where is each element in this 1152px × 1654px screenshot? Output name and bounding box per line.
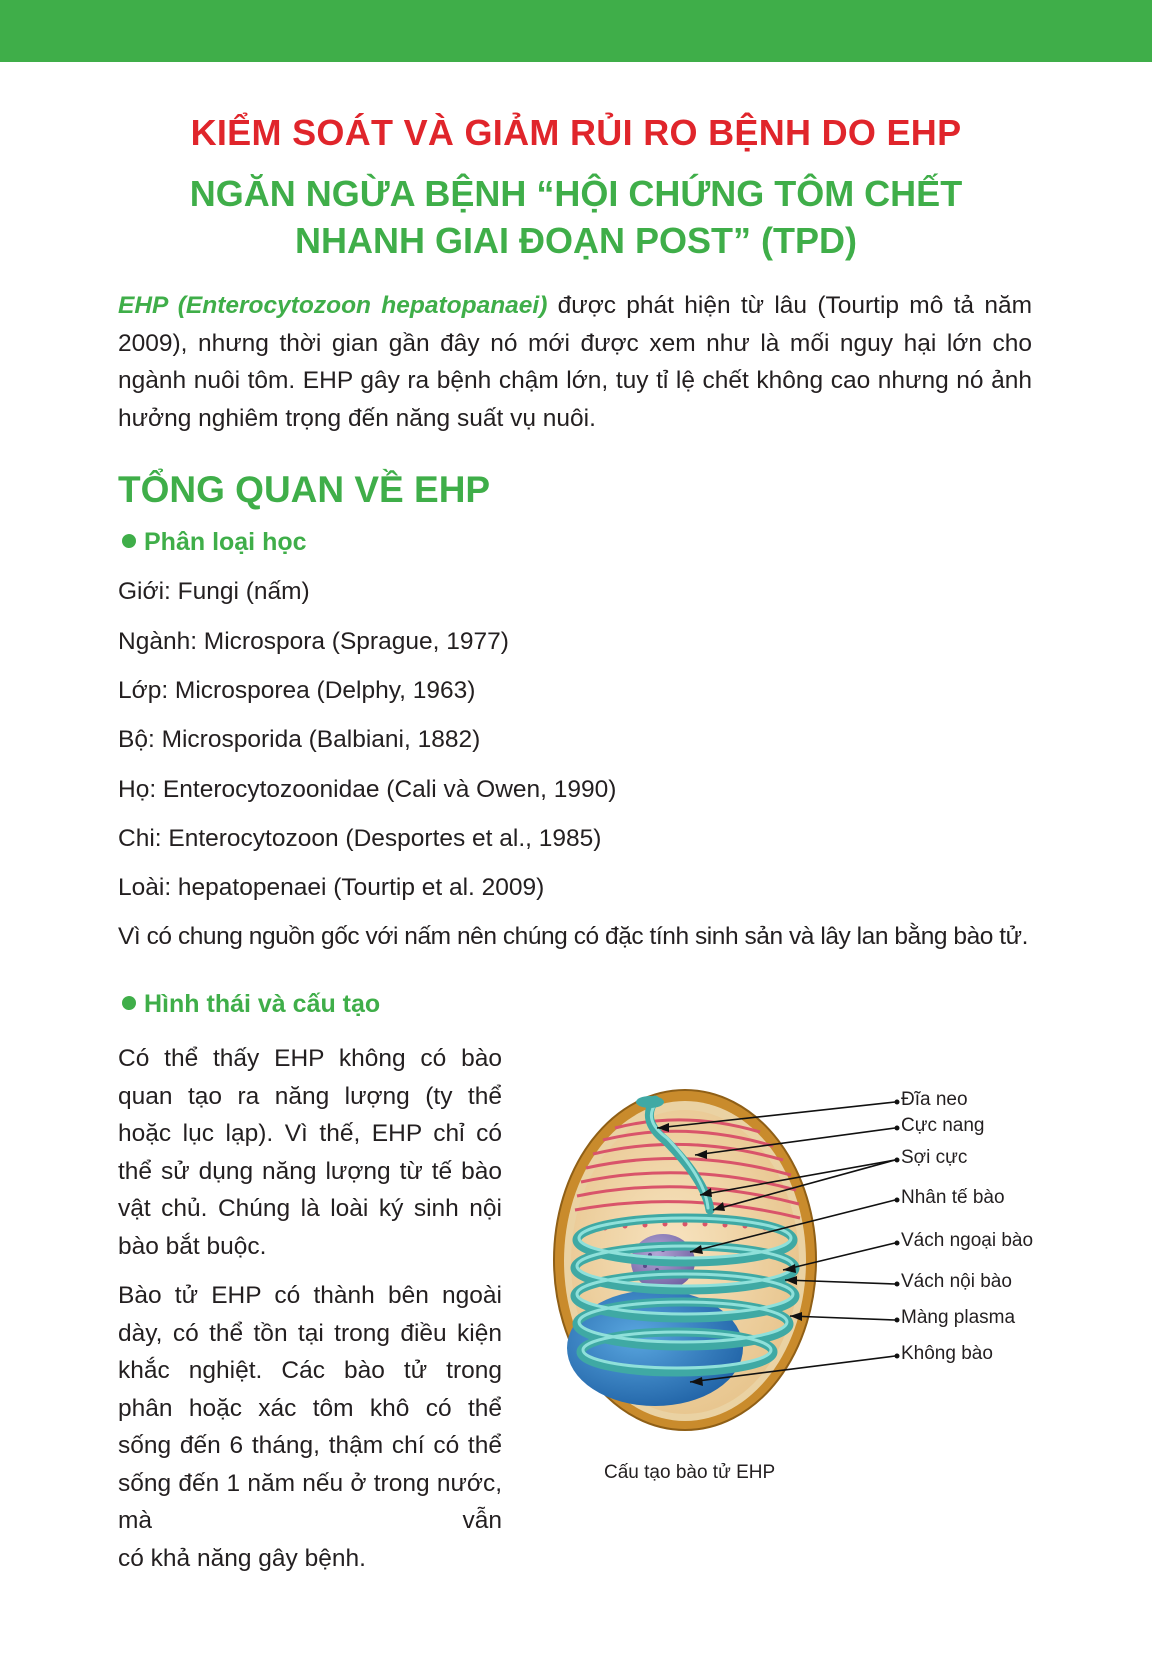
taxonomy-line-species: Loài: hepatopenaei (Tourtip et al. 2009) <box>118 874 545 901</box>
morphology-heading-text: Hình thái và cấu tạo <box>144 990 381 1018</box>
morphology-paragraph-2-last-line: có khả năng gây bệnh. <box>118 1544 366 1572</box>
section-heading: TỔNG QUAN VỀ EHP <box>118 469 491 510</box>
page-subtitle-line-1: NGĂN NGỪA BỆNH “HỘI CHỨNG TÔM CHẾT <box>189 173 963 214</box>
label-polar-filament: Sợi cực <box>901 1147 968 1168</box>
morphology-paragraph-2 <box>118 1277 502 1577</box>
ehp-spore-diagram <box>545 1080 1045 1440</box>
taxonomy-line-genus: Chi: Enterocytozoon (Desportes et al., 1985) <box>118 825 602 852</box>
taxonomy-line-class: Lớp: Microsporea (Delphy, 1963) <box>118 677 476 704</box>
label-vacuole: Không bào <box>901 1343 993 1364</box>
label-exospore: Vách ngoại bào <box>901 1230 1034 1251</box>
taxonomy-heading <box>122 528 307 557</box>
top-color-bar <box>0 0 1152 62</box>
scientific-name: EHP (Enterocytozoon hepatopanaei) <box>118 292 548 319</box>
anchoring-disc <box>636 1096 664 1108</box>
intro-text: được phát hiện từ lâu (Tourtip mô tả năm 2009), nhưng thời gian gần đây nó mới được xem như là mối nguy hại lớn cho ngành nuôi tôm. EHP gây ra bệnh chậm lớn, tuy tỉ lệ chết không cao nhưng nó ảnh hưởng nghiêm trọng đến năng suất vụ nuôi. <box>118 292 1032 432</box>
morphology-paragraph-1-last-line: bào bắt buộc. <box>118 1232 267 1260</box>
taxonomy-line-family: Họ: Enterocytozoonidae (Cali và Owen, 1990) <box>118 776 617 803</box>
taxonomy-line-phylum: Ngành: Microspora (Sprague, 1977) <box>118 628 509 655</box>
label-anchoring-disc: Đĩa neo <box>901 1089 968 1110</box>
bullet-dot-icon <box>122 534 136 548</box>
label-polar-sac: Cực nang <box>901 1115 985 1136</box>
morphology-paragraph-2-text: Bào tử EHP có thành bên ngoài dày, có thể tồn tại trong điều kiện khắc nghiệt. Các bào tử trong phân hoặc xác tôm khô có thể sống đến 6 tháng, thậm chí có thể sống đến 1 năm nếu ở trong nước, mà vẫn <box>118 1282 502 1534</box>
label-plasma-membrane: Màng plasma <box>901 1307 1016 1328</box>
label-nucleus: Nhân tế bào <box>901 1187 1005 1208</box>
label-endospore: Vách nội bào <box>901 1271 1012 1292</box>
taxonomy-line-order: Bộ: Microsporida (Balbiani, 1882) <box>118 726 481 753</box>
taxonomy-heading-text: Phân loại học <box>144 528 307 556</box>
diagram-caption: Cấu tạo bào tử EHP <box>604 1462 776 1483</box>
taxonomy-line-kingdom: Giới: Fungi (nấm) <box>118 578 310 605</box>
morphology-paragraph-1 <box>118 1040 502 1265</box>
intro-paragraph <box>118 287 1032 437</box>
morphology-heading <box>122 990 380 1019</box>
morphology-paragraph-1-text: Có thể thấy EHP không có bào quan tạo ra năng lượng (ty thể hoặc lục lạp). Vì thế, EHP chỉ có thể sử dụng năng lượng từ tế bào vật chủ. Chúng là loài ký sinh nội <box>118 1045 502 1222</box>
page-subtitle-line-2: NHANH GIAI ĐOẠN POST” (TPD) <box>295 220 857 261</box>
taxonomy-note: Vì có chung nguồn gốc với nấm nên chúng có đặc tính sinh sản và lây lan bằng bào tử. <box>118 923 1028 950</box>
bullet-dot-icon <box>122 996 136 1010</box>
page-title: KIỂM SOÁT VÀ GIẢM RỦI RO BỆNH DO EHP <box>190 112 962 153</box>
page-subtitle <box>0 170 1152 264</box>
